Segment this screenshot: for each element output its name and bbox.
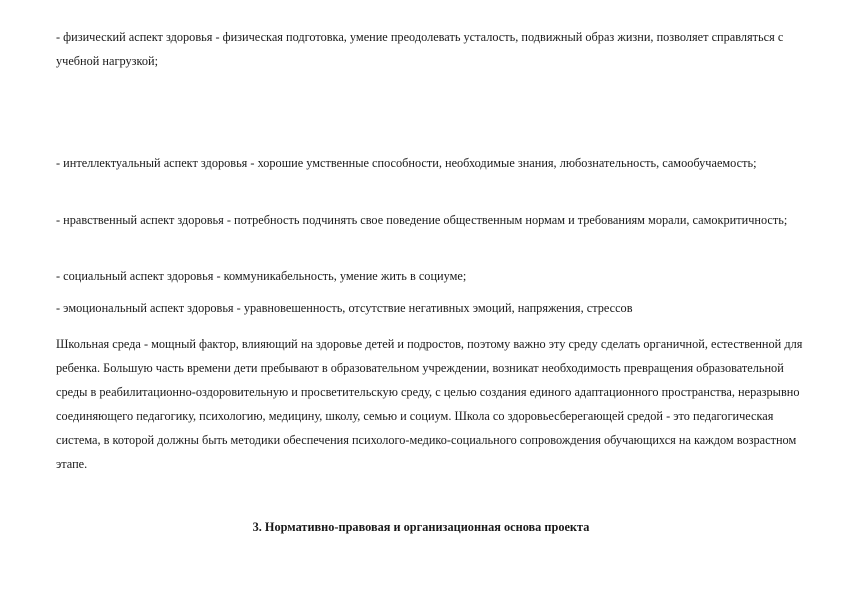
paragraph-physical-aspect: - физический аспект здоровья - физическая подготовка, умение преодолевать усталость, подвижный образ жизни, позволяет справляться с учебной нагрузкой; <box>56 30 784 68</box>
paragraph-school-environment: Школьная среда - мощный фактор, влияющий на здоровье детей и подростов, поэтому важно эту среду сделать органичной, естественной для ребенка. Большую часть времени дети пребывают в образовательном учреждении, возникат необходимость превращения образовательной среды в реабилитационно-оздоровительную и просветительскую среду, с целью создания единого адаптационного пространства, неразрывно соединяющего педагогику, психологию, медицину, школу, семью и социум. Школа со здоровьесберегающей средой - это педагогическая система, в которой должны быть методики обеспечения психолого-медико-социального сопровождения обучающихся на каждом возрастном этапе. <box>56 337 803 471</box>
paragraph-social-aspect: - социальный аспект здоровья - коммуникабельность, умение жить в социуме; <box>56 269 467 283</box>
paragraph-moral-aspect: - нравственный аспект здоровья - потребность подчинять свое поведение общественным нормам и требованиям морали, самокритичность; <box>56 213 788 227</box>
paragraph-intellectual-aspect: - интеллектуальный аспект здоровья - хорошие умственные способности, необходимые знания, любознательность, самообучаемость; <box>56 156 757 170</box>
section-heading: 3. Нормативно-правовая и организационная основа проекта <box>252 520 590 534</box>
paragraph-emotional-aspect: - эмоциональный аспект здоровья - уравновешенность, отсутствие негативных эмоций, напряжения, стрессов <box>56 301 633 315</box>
